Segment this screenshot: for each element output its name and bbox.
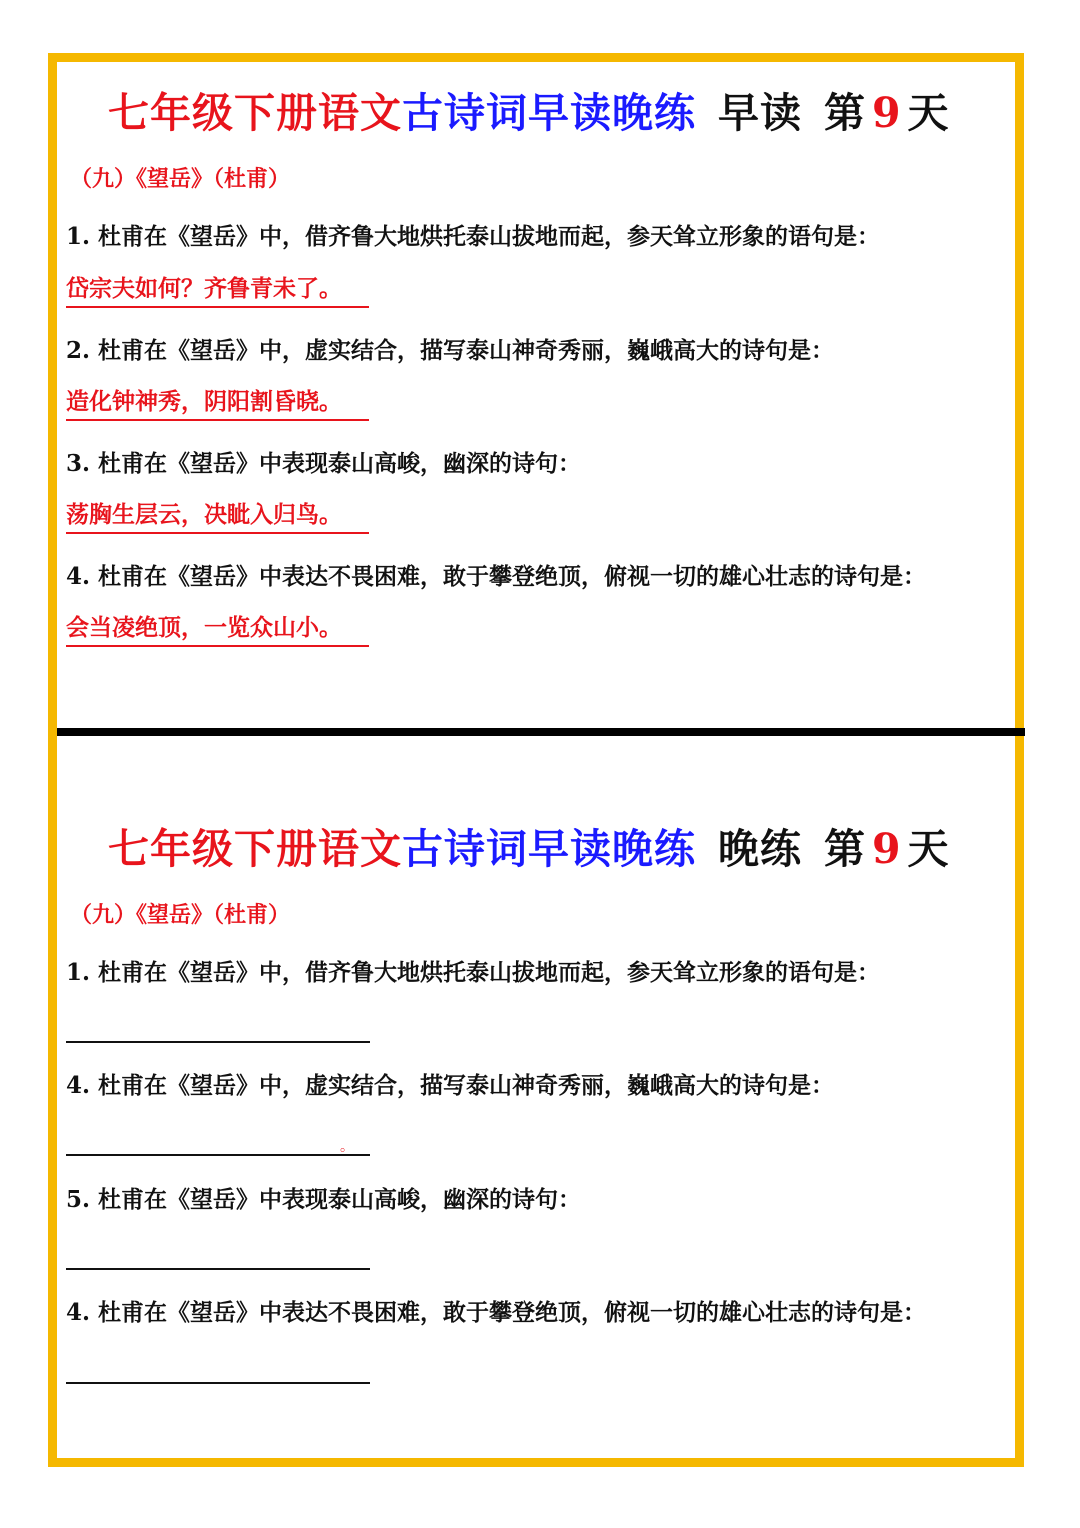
evening-answer-blank-4[interactable] bbox=[66, 1354, 370, 1384]
evening-question-3: 5. 杜甫在《望岳》中表现泰山高峻，幽深的诗句： bbox=[66, 1186, 582, 1213]
title-series: 古诗词早读晚练 bbox=[402, 89, 696, 137]
evening-answer-blank-3[interactable] bbox=[66, 1240, 370, 1270]
evening-question-4: 4. 杜甫在《望岳》中表达不畏困难，敢于攀登绝顶，俯视一切的雄心壮志的诗句是： bbox=[66, 1299, 927, 1326]
evening-answer-blank-1[interactable] bbox=[66, 1013, 370, 1043]
title-day-suffix: 天 bbox=[907, 825, 950, 873]
title-day-number: 9 bbox=[872, 89, 902, 137]
title-day-suffix: 天 bbox=[907, 89, 950, 137]
morning-answer-2: 造化钟神秀，阴阳割昏晓。 bbox=[66, 387, 369, 421]
evening-title bbox=[108, 816, 950, 875]
section-divider bbox=[57, 728, 1025, 736]
title-day-prefix: 第 bbox=[824, 825, 866, 873]
morning-answer-4: 会当凌绝顶，一览众山小。 bbox=[66, 613, 369, 647]
title-grade: 七年级下册语文 bbox=[108, 89, 402, 137]
evening-answer-blank-2[interactable] bbox=[66, 1126, 370, 1156]
morning-title bbox=[108, 80, 950, 139]
title-series: 古诗词早读晚练 bbox=[402, 825, 696, 873]
morning-answer-1: 岱宗夫如何？齐鲁青未了。 bbox=[66, 274, 369, 308]
title-mode: 晚练 bbox=[718, 825, 802, 873]
morning-question-2: 2. 杜甫在《望岳》中，虚实结合，描写泰山神奇秀丽，巍峨高大的诗句是： bbox=[66, 337, 835, 364]
evening-subtitle: （九）《望岳》（杜甫） bbox=[70, 902, 291, 928]
evening-question-1: 1. 杜甫在《望岳》中，借齐鲁大地烘托泰山拔地而起，参天耸立形象的语句是： bbox=[66, 959, 881, 986]
blank-period-mark: 。 bbox=[340, 1139, 354, 1155]
morning-subtitle: （九）《望岳》（杜甫） bbox=[70, 166, 291, 192]
morning-answer-3: 荡胸生层云，决眦入归鸟。 bbox=[66, 500, 369, 534]
title-grade: 七年级下册语文 bbox=[108, 825, 402, 873]
title-mode: 早读 bbox=[718, 89, 802, 137]
morning-question-4: 4. 杜甫在《望岳》中表达不畏困难，敢于攀登绝顶，俯视一切的雄心壮志的诗句是： bbox=[66, 563, 927, 590]
evening-question-2: 4. 杜甫在《望岳》中，虚实结合，描写泰山神奇秀丽，巍峨高大的诗句是： bbox=[66, 1072, 835, 1099]
title-day-prefix: 第 bbox=[824, 89, 866, 137]
title-day-number: 9 bbox=[872, 825, 902, 873]
morning-question-3: 3. 杜甫在《望岳》中表现泰山高峻，幽深的诗句： bbox=[66, 450, 582, 477]
morning-question-1: 1. 杜甫在《望岳》中，借齐鲁大地烘托泰山拔地而起，参天耸立形象的语句是： bbox=[66, 223, 881, 250]
